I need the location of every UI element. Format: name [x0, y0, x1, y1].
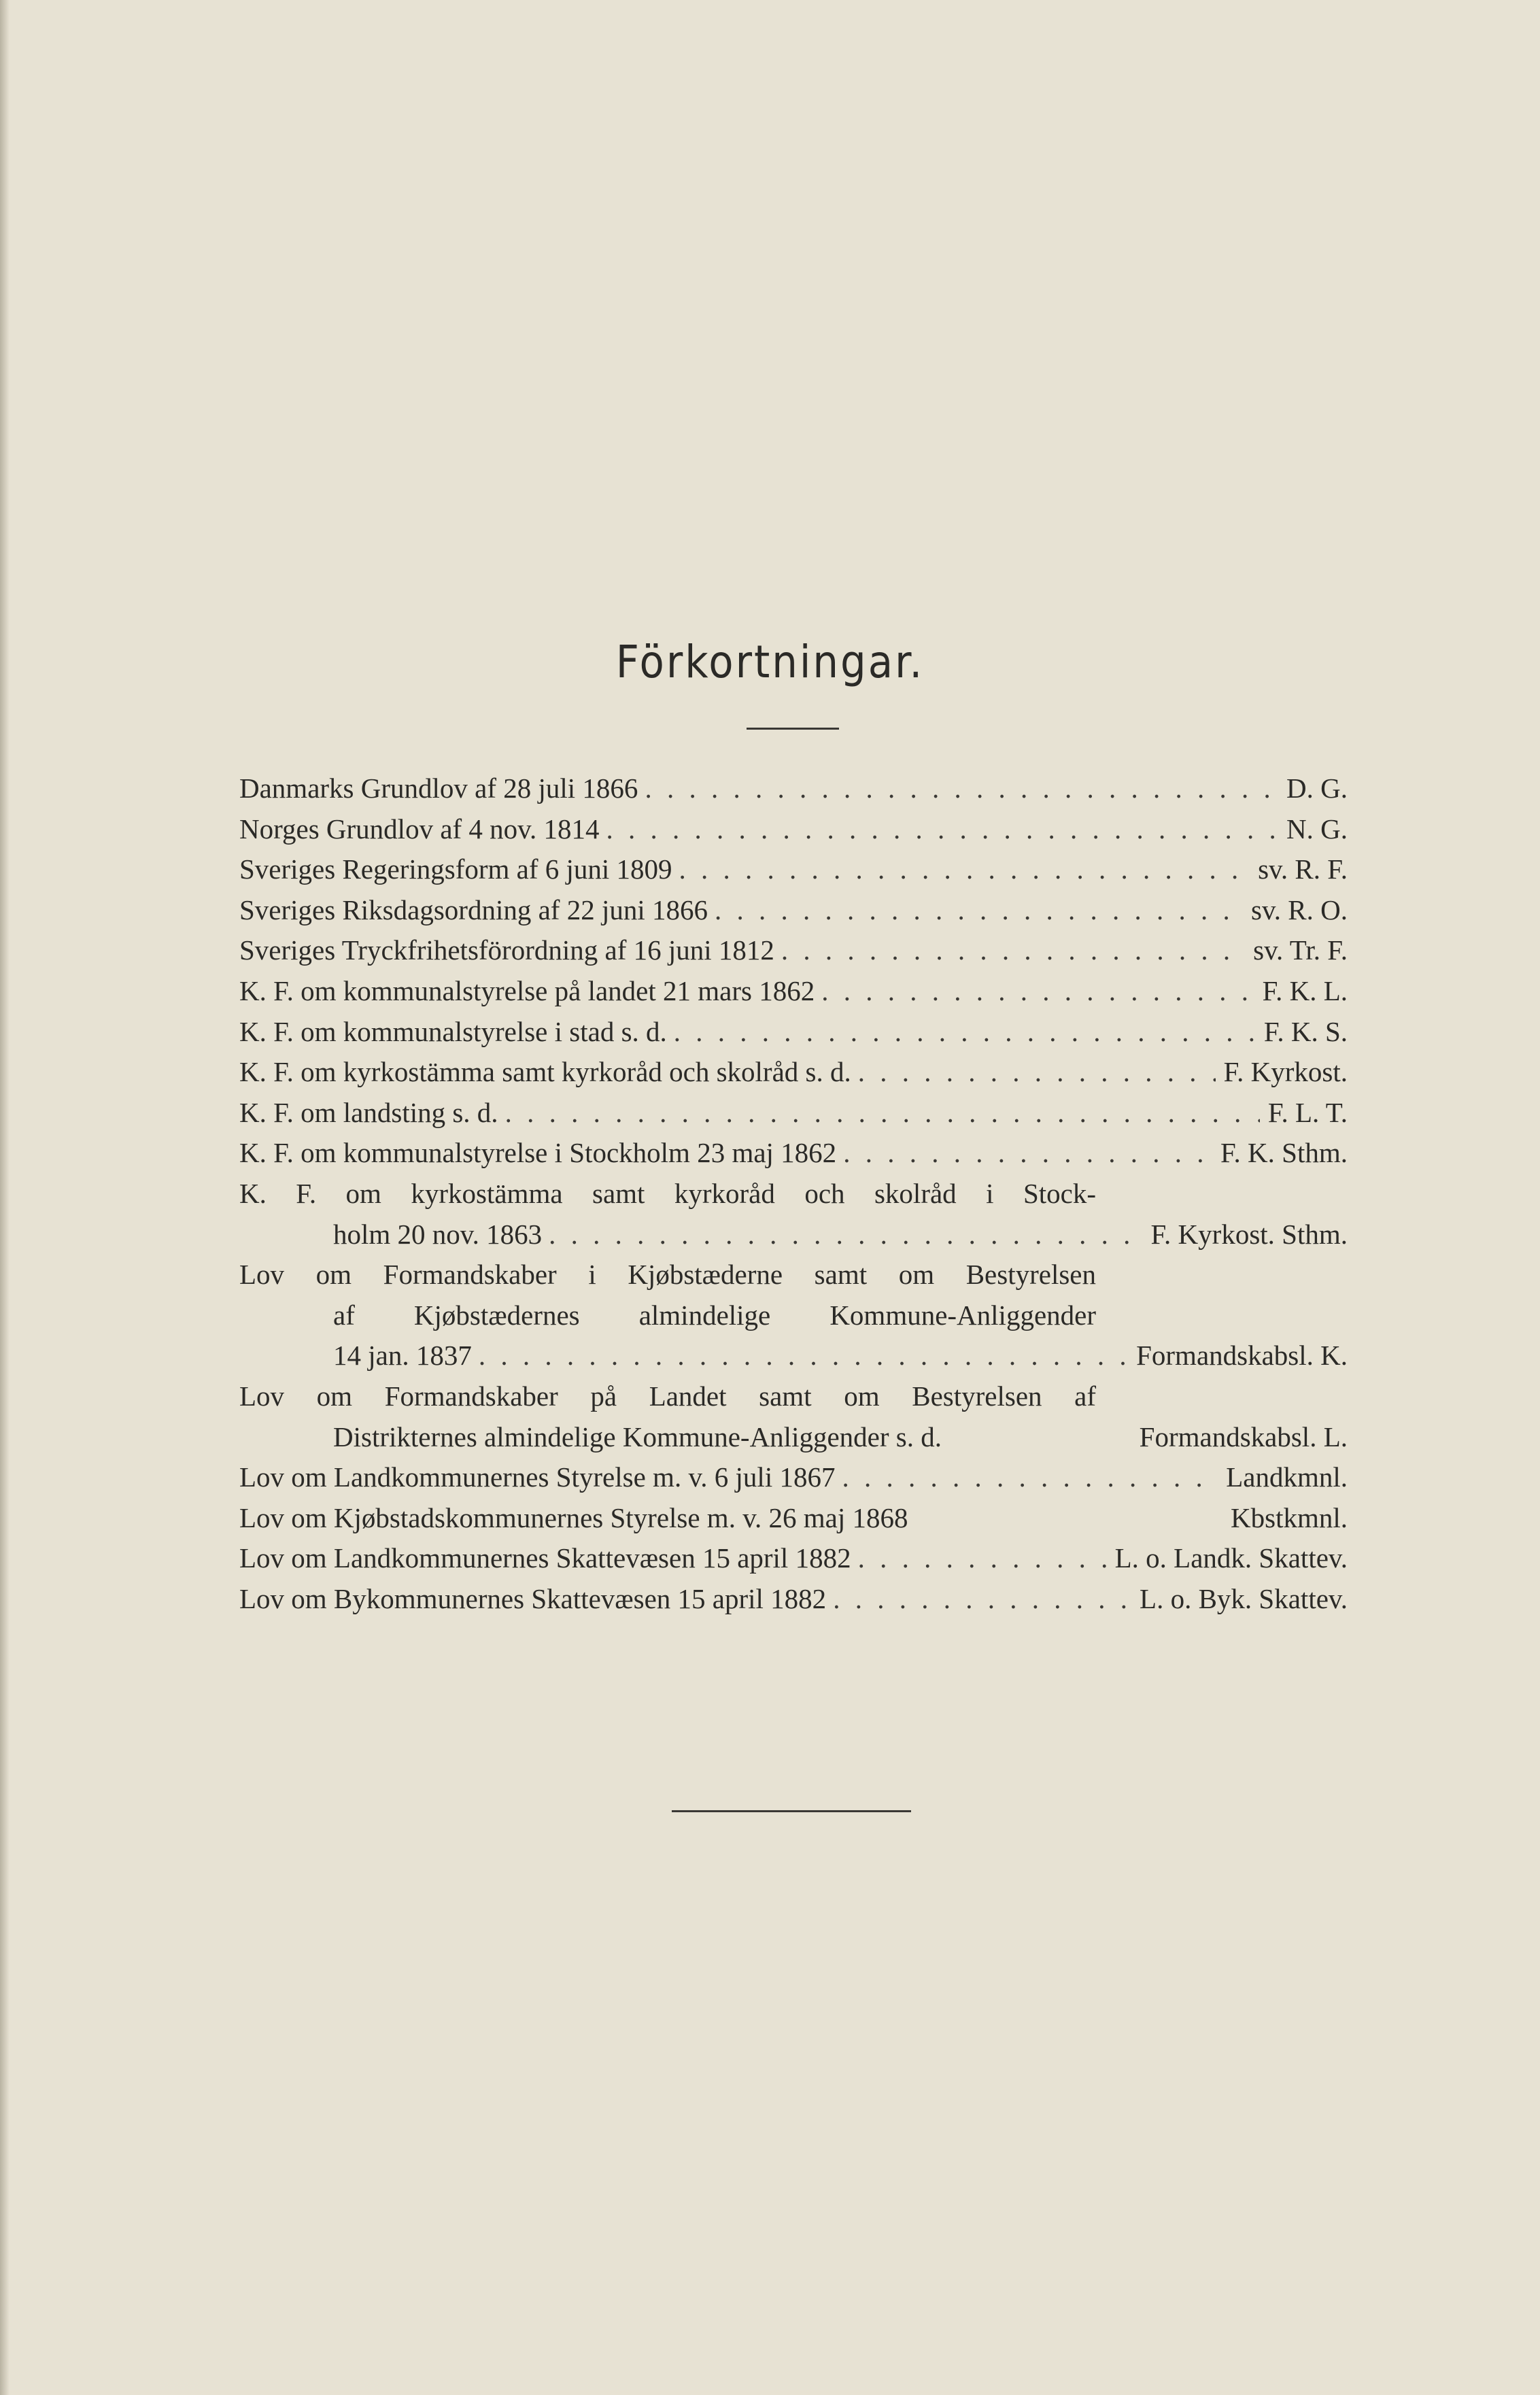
entry-abbreviation: Landkmnl.: [1226, 1461, 1348, 1493]
entry-abbreviation: F. L. T.: [1267, 1096, 1348, 1128]
entry-abbreviation: D. G.: [1286, 772, 1348, 804]
entry-title-line: Lov om Landkommunernes Styrelse m. v. 6 juli 1867: [239, 1461, 836, 1493]
entry-abbreviation: sv. R. O.: [1251, 894, 1348, 925]
entry-title-line: 14 jan. 1837: [333, 1340, 472, 1372]
abbreviation-entry: [239, 1012, 1348, 1053]
entry-title-line: Sveriges Tryckfrihetsförordning af 16 juni 1812: [239, 934, 774, 966]
entry-title-line: Lov om Formandskaber på Landet samt om Bestyrelsen af: [239, 1380, 1096, 1412]
entry-abbreviation: Formandskabsl. K.: [1136, 1340, 1348, 1372]
abbreviation-entry: [239, 849, 1348, 890]
entry-title-line: K. F. om landsting s. d.: [239, 1096, 498, 1128]
entry-title-line: K. F. om kyrkostämma samt kyrkoråd och skolråd i Stock-: [239, 1177, 1096, 1209]
abbreviation-entry: [239, 1498, 1348, 1539]
entry-title-line: Sveriges Regeringsform af 6 juni 1809: [239, 853, 672, 885]
abbreviation-entry: [239, 1133, 1348, 1174]
entry-abbreviation: F. Kyrkost.: [1223, 1056, 1348, 1088]
entry-title-line: K. F. om kommunalstyrelse i Stockholm 23 maj 1862: [239, 1137, 837, 1169]
entry-abbreviation: sv. Tr. F.: [1253, 934, 1348, 966]
entry-title-line: Lov om Bykommunernes Skattevæsen 15 april 1882: [239, 1582, 827, 1614]
dot-leader: [600, 809, 1279, 850]
entry-abbreviation: L. o. Byk. Skattev.: [1140, 1582, 1348, 1614]
title-rule: [747, 728, 839, 730]
dot-leader: [638, 768, 1278, 809]
abbreviation-entry: [239, 1457, 1348, 1498]
entry-title-line: Lov om Formandskaber i Kjøbstæderne samt om Bestyrelsen: [239, 1259, 1096, 1291]
entry-title-line: K. F. om kommunalstyrelse på landet 21 mars 1862: [239, 974, 815, 1006]
entry-abbreviation: F. Kyrkost. Sthm.: [1150, 1218, 1348, 1250]
dot-leader: [498, 1093, 1260, 1134]
abbreviation-entry: [239, 809, 1348, 850]
entry-abbreviation: F. K. Sthm.: [1220, 1137, 1348, 1169]
page-title: Förkortningar.: [615, 636, 925, 688]
dot-leader: [851, 1052, 1216, 1093]
abbreviation-entry: [239, 1376, 1348, 1457]
entry-abbreviation: N. G.: [1286, 813, 1348, 845]
entry-title-line: Lov om Landkommunernes Skattevæsen 15 april 1882: [239, 1542, 851, 1574]
dot-leader: [835, 1457, 1218, 1498]
entry-title-line: af Kjøbstædernes almindelige Kommune-Anliggender: [333, 1299, 1096, 1331]
abbreviation-list: [239, 768, 1348, 1619]
abbreviation-entry: [239, 1579, 1348, 1620]
entry-title-line: holm 20 nov. 1863: [333, 1218, 543, 1250]
abbreviation-entry: [239, 1174, 1348, 1255]
abbreviation-entry: [239, 1538, 1348, 1579]
abbreviation-entry: [239, 1052, 1348, 1093]
entry-title-line: K. F. om kommunalstyrelse i stad s. d.: [239, 1015, 667, 1047]
entry-abbreviation: F. K. L.: [1262, 974, 1348, 1006]
dot-leader: [472, 1336, 1128, 1376]
page-edge: [0, 0, 10, 2395]
entry-title-line: Danmarks Grundlov af 28 juli 1866: [239, 772, 638, 804]
abbreviation-entry: [239, 768, 1348, 809]
abbreviation-entry: [239, 930, 1348, 971]
entry-abbreviation: F. K. S.: [1263, 1015, 1348, 1047]
dot-leader: [851, 1538, 1107, 1579]
abbreviation-entry: [239, 890, 1348, 931]
dot-leader: [815, 971, 1254, 1012]
abbreviation-entry: [239, 1255, 1348, 1376]
dot-leader: [672, 849, 1250, 890]
entry-title-line: Lov om Kjøbstadskommunernes Styrelse m. v. 26 maj 1868: [239, 1501, 908, 1533]
entry-title-line: Sveriges Riksdagsordning af 22 juni 1866: [239, 894, 708, 925]
abbreviation-entry: [239, 1093, 1348, 1134]
entry-title-line: K. F. om kyrkostämma samt kyrkoråd och skolråd s. d.: [239, 1056, 851, 1088]
dot-leader: [836, 1133, 1212, 1174]
dot-leader: [708, 890, 1243, 931]
dot-leader: [542, 1215, 1142, 1255]
dot-leader: [667, 1012, 1256, 1053]
entry-abbreviation: Kbstkmnl.: [1231, 1501, 1348, 1533]
abbreviation-entry: [239, 971, 1348, 1012]
closing-rule: [672, 1810, 911, 1812]
entry-abbreviation: sv. R. F.: [1258, 853, 1348, 885]
entry-title-line: Distrikternes almindelige Kommune-Anliggender s. d.: [333, 1421, 942, 1453]
dot-leader: [774, 930, 1245, 971]
entry-abbreviation: Formandskabsl. L.: [1139, 1421, 1348, 1453]
entry-abbreviation: L. o. Landk. Skattev.: [1114, 1542, 1348, 1574]
entry-title-line: Norges Grundlov af 4 nov. 1814: [239, 813, 600, 845]
dot-leader: [826, 1579, 1131, 1620]
